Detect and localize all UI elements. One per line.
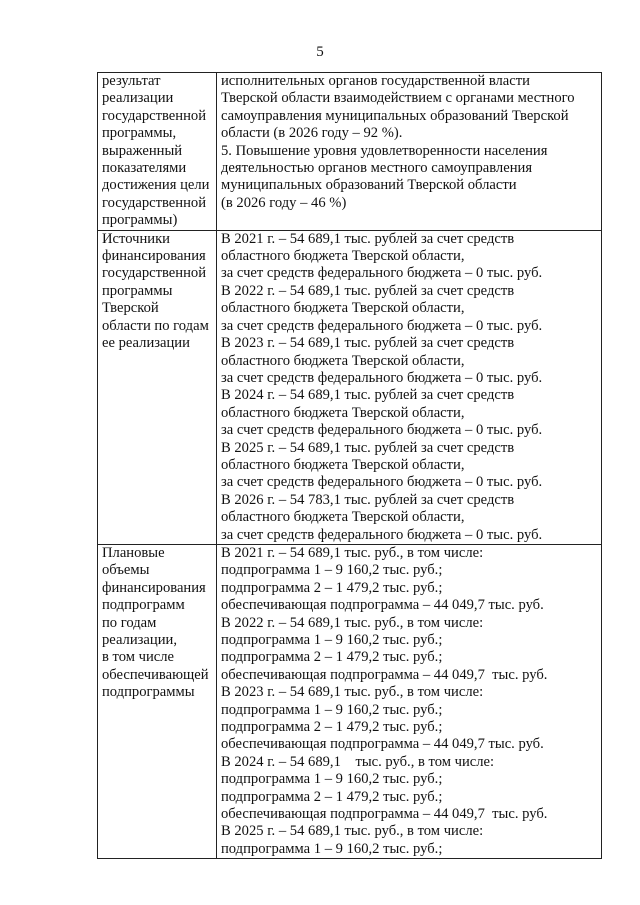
label-line: государственной (102, 107, 207, 124)
row-label-cell (98, 230, 217, 544)
label-line: выраженный (102, 142, 183, 159)
label-line: результат (102, 73, 161, 89)
label-line: подпрограмм (102, 597, 185, 614)
content-line: подпрограмма 1 – 9 160,2 тыс. руб.; (221, 840, 443, 857)
label-line: финансирования (102, 248, 206, 265)
content-line: деятельностью органов местного самоуправления (221, 160, 533, 177)
label-line: области по годам (102, 317, 209, 334)
content-line: обеспечивающая подпрограмма – 44 049,7 тыс. руб. (221, 736, 544, 753)
table-row (98, 73, 602, 231)
row-label-cell (98, 544, 217, 858)
content-line: исполнительных органов государственной власти (221, 73, 530, 89)
label-line: показателями (102, 160, 187, 177)
content-line: за счет средств федерального бюджета – 0 тыс. руб. (221, 526, 543, 543)
passport-table (97, 72, 602, 859)
label-line: подпрограммы (102, 684, 195, 701)
label-line: государственной (102, 265, 207, 282)
label-line: программы) (102, 212, 178, 229)
row-content-cell (217, 73, 602, 231)
content-line: 5. Повышение уровня удовлетворенности населения (221, 142, 548, 159)
content-line: области (в 2026 году – 92 %). (221, 125, 403, 142)
row-content-cell (217, 230, 602, 544)
content-line: обеспечивающая подпрограмма – 44 049,7 тыс. руб. (221, 666, 548, 683)
content-line: областного бюджета Тверской области, (221, 352, 465, 369)
content-line: подпрограмма 2 – 1 479,2 тыс. руб.; (221, 719, 443, 736)
label-line: государственной (102, 194, 207, 211)
content-line: подпрограмма 2 – 1 479,2 тыс. руб.; (221, 579, 443, 596)
page-number: 5 (316, 44, 324, 60)
content-line: областного бюджета Тверской области, (221, 509, 465, 526)
content-line: В 2025 г. – 54 689,1 тыс. руб., в том числе: (221, 823, 484, 840)
content-line: В 2024 г. – 54 689,1 тыс. руб., в том числе: (221, 753, 495, 770)
content-line: Тверской области взаимодействием с органами местного (221, 90, 575, 107)
label-line: программы (102, 282, 173, 299)
row-content-cell (217, 544, 602, 858)
label-line: Тверской (102, 300, 159, 317)
row-label-cell (98, 73, 217, 231)
content-line: областного бюджета Тверской области, (221, 248, 465, 265)
content-line: за счет средств федерального бюджета – 0 тыс. руб. (221, 422, 543, 439)
label-line: по годам (102, 614, 157, 631)
label-line: ее реализации (102, 335, 190, 352)
label-line: Источники (102, 230, 170, 247)
content-line: подпрограмма 1 – 9 160,2 тыс. руб.; (221, 632, 443, 648)
content-line: В 2021 г. – 54 689,1 тыс. руб., в том числе: (221, 544, 484, 561)
content-line: областного бюджета Тверской области, (221, 404, 465, 421)
table-row (98, 230, 602, 544)
table-row (98, 544, 602, 858)
label-line: финансирования (102, 579, 206, 596)
content-line: самоуправления муниципальных образований Тверской (221, 107, 569, 124)
content-line: обеспечивающая подпрограмма – 44 049,7 тыс. руб. (221, 597, 544, 614)
content-line: муниципальных образований Тверской области (221, 177, 517, 194)
content-line: подпрограмма 1 – 9 160,2 тыс. руб.; (221, 771, 443, 788)
label-line: Плановые (102, 544, 165, 561)
content-line: подпрограмма 1 – 9 160,2 тыс. руб.; (221, 562, 443, 579)
content-line: В 2026 г. – 54 783,1 тыс. рублей за счет средств (221, 491, 515, 508)
content-line: подпрограмма 2 – 1 479,2 тыс. руб.; (221, 788, 443, 805)
content-line: областного бюджета Тверской области, (221, 300, 465, 317)
content-line: за счет средств федерального бюджета – 0 тыс. руб. (221, 317, 543, 334)
label-line: достижения цели (102, 177, 210, 194)
label-line: реализации (102, 90, 174, 107)
content-line: (в 2026 году – 46 %) (221, 194, 347, 211)
content-line: В 2025 г. – 54 689,1 тыс. рублей за счет средств (221, 439, 515, 456)
content-line: областного бюджета Тверской области, (221, 456, 465, 473)
content-line: В 2023 г. – 54 689,1 тыс. руб., в том числе: (221, 684, 484, 701)
content-line: подпрограмма 1 – 9 160,2 тыс. руб.; (221, 701, 443, 718)
content-line: за счет средств федерального бюджета – 0 тыс. руб. (221, 474, 543, 491)
content-line: обеспечивающая подпрограмма – 44 049,7 тыс. руб. (221, 806, 548, 823)
label-line: реализации, (102, 632, 177, 648)
label-line: в том числе (102, 649, 175, 666)
content-line: В 2021 г. – 54 689,1 тыс. рублей за счет средств (221, 230, 515, 247)
content-line: за счет средств федерального бюджета – 0 тыс. руб. (221, 369, 543, 386)
content-line: В 2022 г. – 54 689,1 тыс. рублей за счет средств (221, 282, 515, 299)
content-line: подпрограмма 2 – 1 479,2 тыс. руб.; (221, 649, 443, 666)
label-line: объемы (102, 562, 150, 579)
label-line: программы, (102, 125, 177, 142)
content-line: В 2024 г. – 54 689,1 тыс. рублей за счет средств (221, 387, 515, 404)
content-line: за счет средств федерального бюджета – 0 тыс. руб. (221, 265, 543, 282)
content-line: В 2022 г. – 54 689,1 тыс. руб., в том числе: (221, 614, 484, 631)
content-line: В 2023 г. – 54 689,1 тыс. рублей за счет средств (221, 335, 515, 352)
label-line: обеспечивающей (102, 666, 209, 683)
